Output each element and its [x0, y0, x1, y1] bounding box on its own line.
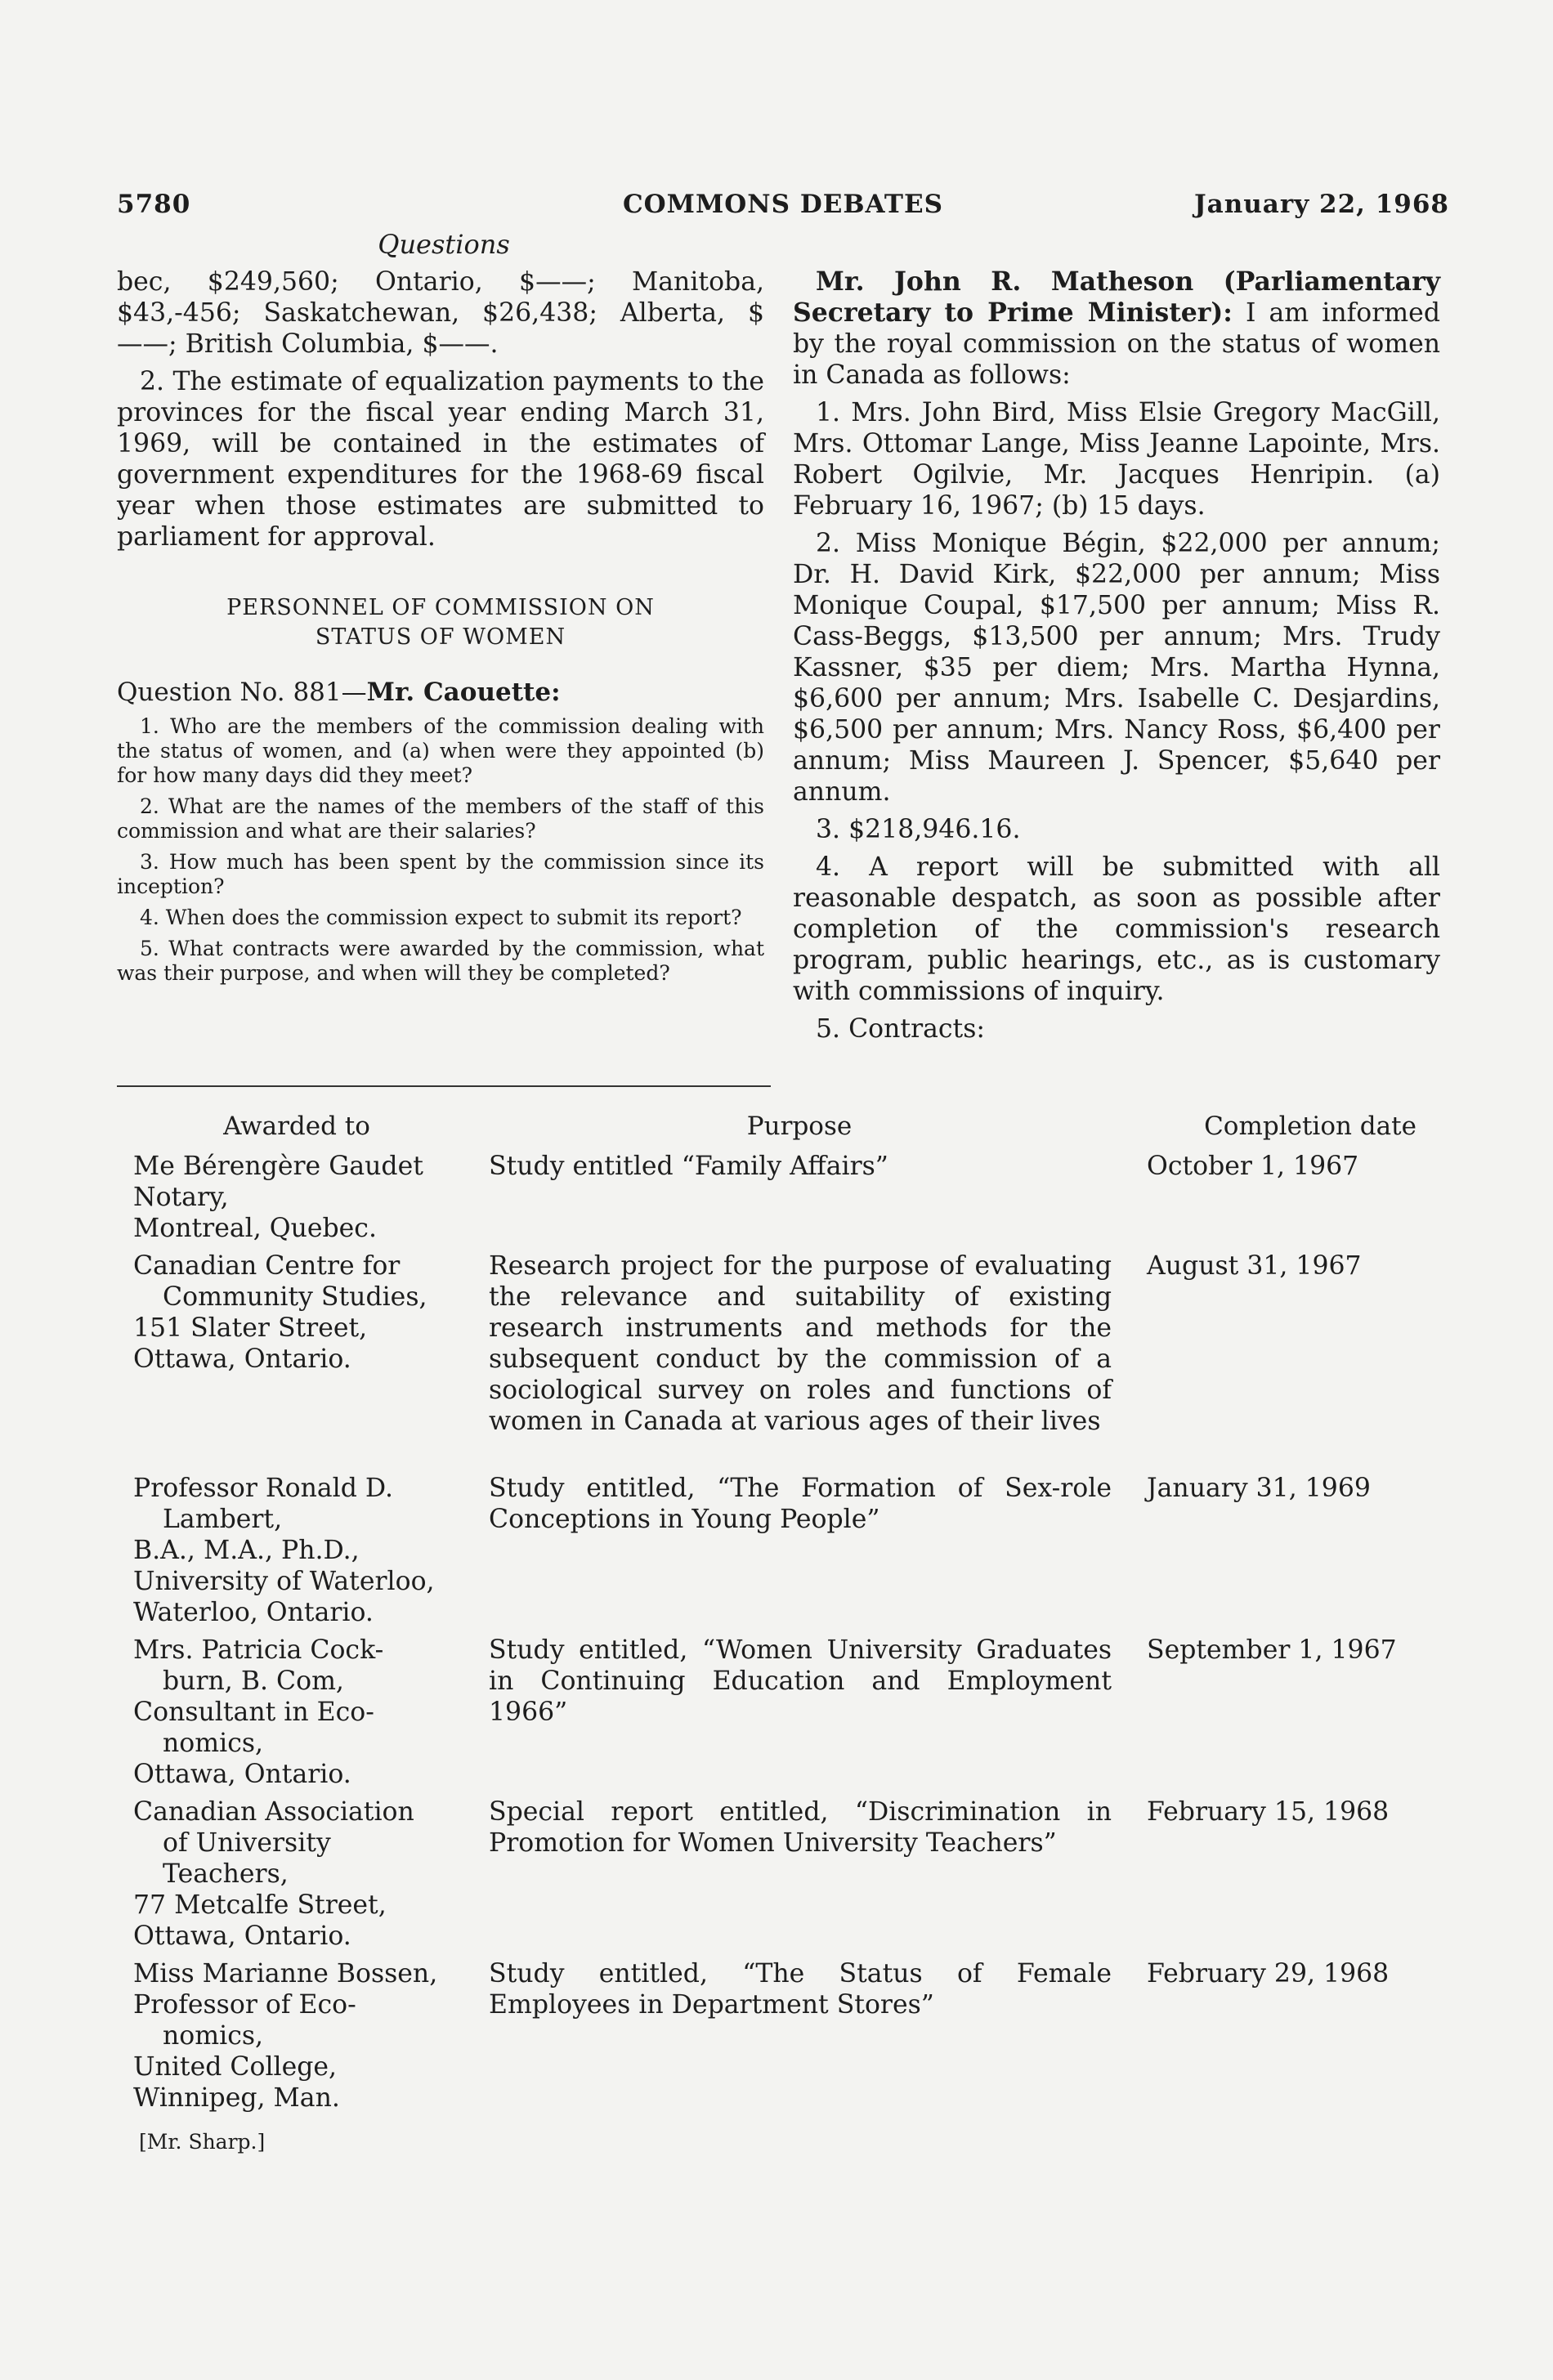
completion-date-cell: October 1, 1967	[1147, 1152, 1359, 1181]
table-row	[133, 1151, 1457, 1250]
table-row	[133, 1635, 1457, 1796]
awarded-to-line: B.A., M.A., Ph.D.,	[133, 1536, 360, 1565]
awarded-to-cell	[133, 1473, 460, 1628]
paragraph: 2. The estimate of equalization payments to the provinces for the fiscal year ending March 31, 1969, will be contained in the estimates of government expenditures for the 1968-69 fiscal year when those estimates are submitted to parliament for approval.	[117, 367, 764, 552]
purpose-cell: Study entitled, “The Formation of Sex-role Conceptions in Young People”	[489, 1474, 1112, 1534]
table-row	[133, 1958, 1457, 2114]
awarded-to-line: Montreal, Quebec.	[133, 1214, 377, 1243]
purpose-cell: Study entitled, “Women University Graduates in Continuing Education and Employment 1966”	[489, 1635, 1112, 1727]
completion-date-cell: February 15, 1968	[1147, 1797, 1390, 1827]
awarded-to-line: Community Studies,	[163, 1282, 427, 1312]
section-heading-line: STATUS OF WOMEN	[315, 624, 566, 650]
publication-title: COMMONS DEBATES	[623, 190, 943, 219]
question-item: 4. When does the commission expect to submit its report?	[140, 906, 742, 929]
awarded-to-line: Consultant in Eco-	[133, 1698, 374, 1727]
paragraph: bec, $249,560; Ontario, $——; Manitoba, $43,-456; Saskatchewan, $26,438; Alberta, $——; British Columbia, $——.	[117, 267, 764, 359]
left-column	[117, 266, 764, 992]
awarded-to-line: Canadian Association	[133, 1797, 414, 1827]
awarded-to-line: Ottawa, Ontario.	[133, 1921, 351, 1951]
awarded-to-line: University of Waterloo,	[133, 1567, 435, 1596]
question-item: 5. What contracts were awarded by the commission, what was their purpose, and when will they be completed?	[117, 937, 764, 985]
awarded-to-line: Professor of Eco-	[133, 1990, 356, 2020]
awarded-to-cell	[133, 1958, 460, 2114]
answer-intro	[793, 266, 1440, 391]
completion-date-cell: September 1, 1967	[1147, 1635, 1397, 1665]
awarded-to-line: of University	[163, 1828, 331, 1858]
running-head: Questions	[378, 229, 510, 260]
column-header-purpose: Purpose	[746, 1112, 853, 1141]
question-item: 1. Who are the members of the commission dealing with the status of women, and (a) when were they appointed (b) for how many days did they meet?	[117, 714, 764, 787]
awarded-to-line: Notary,	[133, 1183, 229, 1212]
section-heading	[117, 593, 764, 652]
page-number: 5780	[117, 190, 191, 219]
awarded-to-line: Waterloo, Ontario.	[133, 1598, 374, 1627]
table-row	[133, 1796, 1457, 1958]
page-header	[117, 190, 1449, 226]
purpose-cell: Research project for the purpose of evaluating the relevance and suitability of existing research instruments and methods for the subsequent conduct by the commission of a sociological survey on roles and functions of women in Canada at various ages of their lives	[489, 1251, 1112, 1436]
answer-item: 5. Contracts:	[816, 1014, 985, 1044]
awarded-to-cell	[133, 1796, 460, 1952]
contracts-table	[133, 1112, 1457, 2114]
awarded-to-line: Winnipeg, Man.	[133, 2083, 340, 2113]
awarded-to-line: Me Bérengère Gaudet	[133, 1152, 423, 1181]
answer-intro-text: I am informed by the royal commission on the status of women in Canada as follows:	[793, 298, 1440, 390]
purpose-cell: Special report entitled, “Discrimination in Promotion for Women University Teachers”	[489, 1797, 1112, 1858]
awarded-to-line: Ottawa, Ontario.	[133, 1760, 351, 1789]
question-number-text: Question No. 881—	[117, 678, 367, 707]
completion-date-cell: February 29, 1968	[1147, 1959, 1390, 1989]
table-body	[133, 1151, 1457, 2114]
completion-date-cell: August 31, 1967	[1147, 1251, 1362, 1281]
awarded-to-line: Ottawa, Ontario.	[133, 1344, 351, 1374]
column-header-awarded-to: Awarded to	[223, 1112, 370, 1141]
header-date: January 22, 1968	[1193, 190, 1449, 219]
purpose-cell: Study entitled “Family Affairs”	[489, 1152, 888, 1181]
table-row	[133, 1473, 1457, 1635]
awarded-to-line: Mrs. Patricia Cock-	[133, 1635, 384, 1665]
answer-item: 4. A report will be submitted with all reasonable despatch, as soon as possible after completion of the commission's research program, public hearings, etc., as is customary with commissions of inquiry.	[793, 852, 1440, 1006]
divider-rule	[117, 1085, 771, 1087]
awarded-to-line: 151 Slater Street,	[133, 1313, 368, 1343]
question-item: 3. How much has been spent by the commission since its inception?	[117, 850, 764, 898]
speaker-name: Mr. John R. Matheson (Parliamentary Secretary to Prime Minister):	[793, 266, 1440, 328]
awarded-to-line: Professor Ronald D.	[133, 1474, 394, 1503]
section-heading-line: PERSONNEL OF COMMISSION ON	[226, 595, 655, 620]
answer-item: 1. Mrs. John Bird, Miss Elsie Gregory MacGill, Mrs. Ottomar Lange, Miss Jeanne Lapointe, Mrs. Robert Ogilvie, Mr. Jacques Henripin. (a) February 16, 1967; (b) 15 days.	[793, 398, 1440, 521]
awarded-to-cell	[133, 1151, 460, 1244]
table-row	[133, 1250, 1457, 1473]
awarded-to-line: Canadian Centre for	[133, 1251, 401, 1281]
awarded-to-cell	[133, 1250, 460, 1375]
table-header	[133, 1112, 1457, 1151]
right-column	[793, 266, 1440, 1051]
awarded-to-line: nomics,	[163, 2021, 264, 2051]
awarded-to-line: Lambert,	[163, 1505, 283, 1534]
awarded-to-line: burn, B. Com,	[163, 1666, 344, 1696]
speaker-signature: [Mr. Sharp.]	[139, 2130, 266, 2154]
questioner-name: Mr. Caouette:	[366, 678, 561, 707]
awarded-to-line: Miss Marianne Bossen,	[133, 1959, 438, 1989]
awarded-to-line: 77 Metcalfe Street,	[133, 1890, 387, 1920]
question-item: 2. What are the names of the members of the staff of this commission and what are their salaries?	[117, 794, 764, 843]
column-header-completion-date: Completion date	[1204, 1112, 1416, 1141]
awarded-to-cell	[133, 1635, 460, 1790]
awarded-to-line: United College,	[133, 2052, 338, 2082]
answer-item: 3. $218,946.16.	[816, 815, 1021, 844]
awarded-to-line: Teachers,	[163, 1859, 289, 1889]
answer-item: 2. Miss Monique Bégin, $22,000 per annum; Dr. H. David Kirk, $22,000 per annum; Miss Monique Coupal, $17,500 per annum; Miss R. Cass-Beggs, $13,500 per annum; Mrs. Trudy Kassner, $35 per diem; Mrs. Martha Hynna, $6,600 per annum; Mrs. Isabelle C. Desjardins, $6,500 per annum; Mrs. Nancy Ross, $6,400 per annum; Miss Maureen J. Spencer, $5,640 per annum.	[793, 529, 1440, 807]
completion-date-cell: January 31, 1969	[1147, 1474, 1371, 1503]
question-number	[117, 677, 764, 708]
purpose-cell: Study entitled, “The Status of Female Employees in Department Stores”	[489, 1959, 1112, 2020]
awarded-to-line: nomics,	[163, 1729, 264, 1758]
